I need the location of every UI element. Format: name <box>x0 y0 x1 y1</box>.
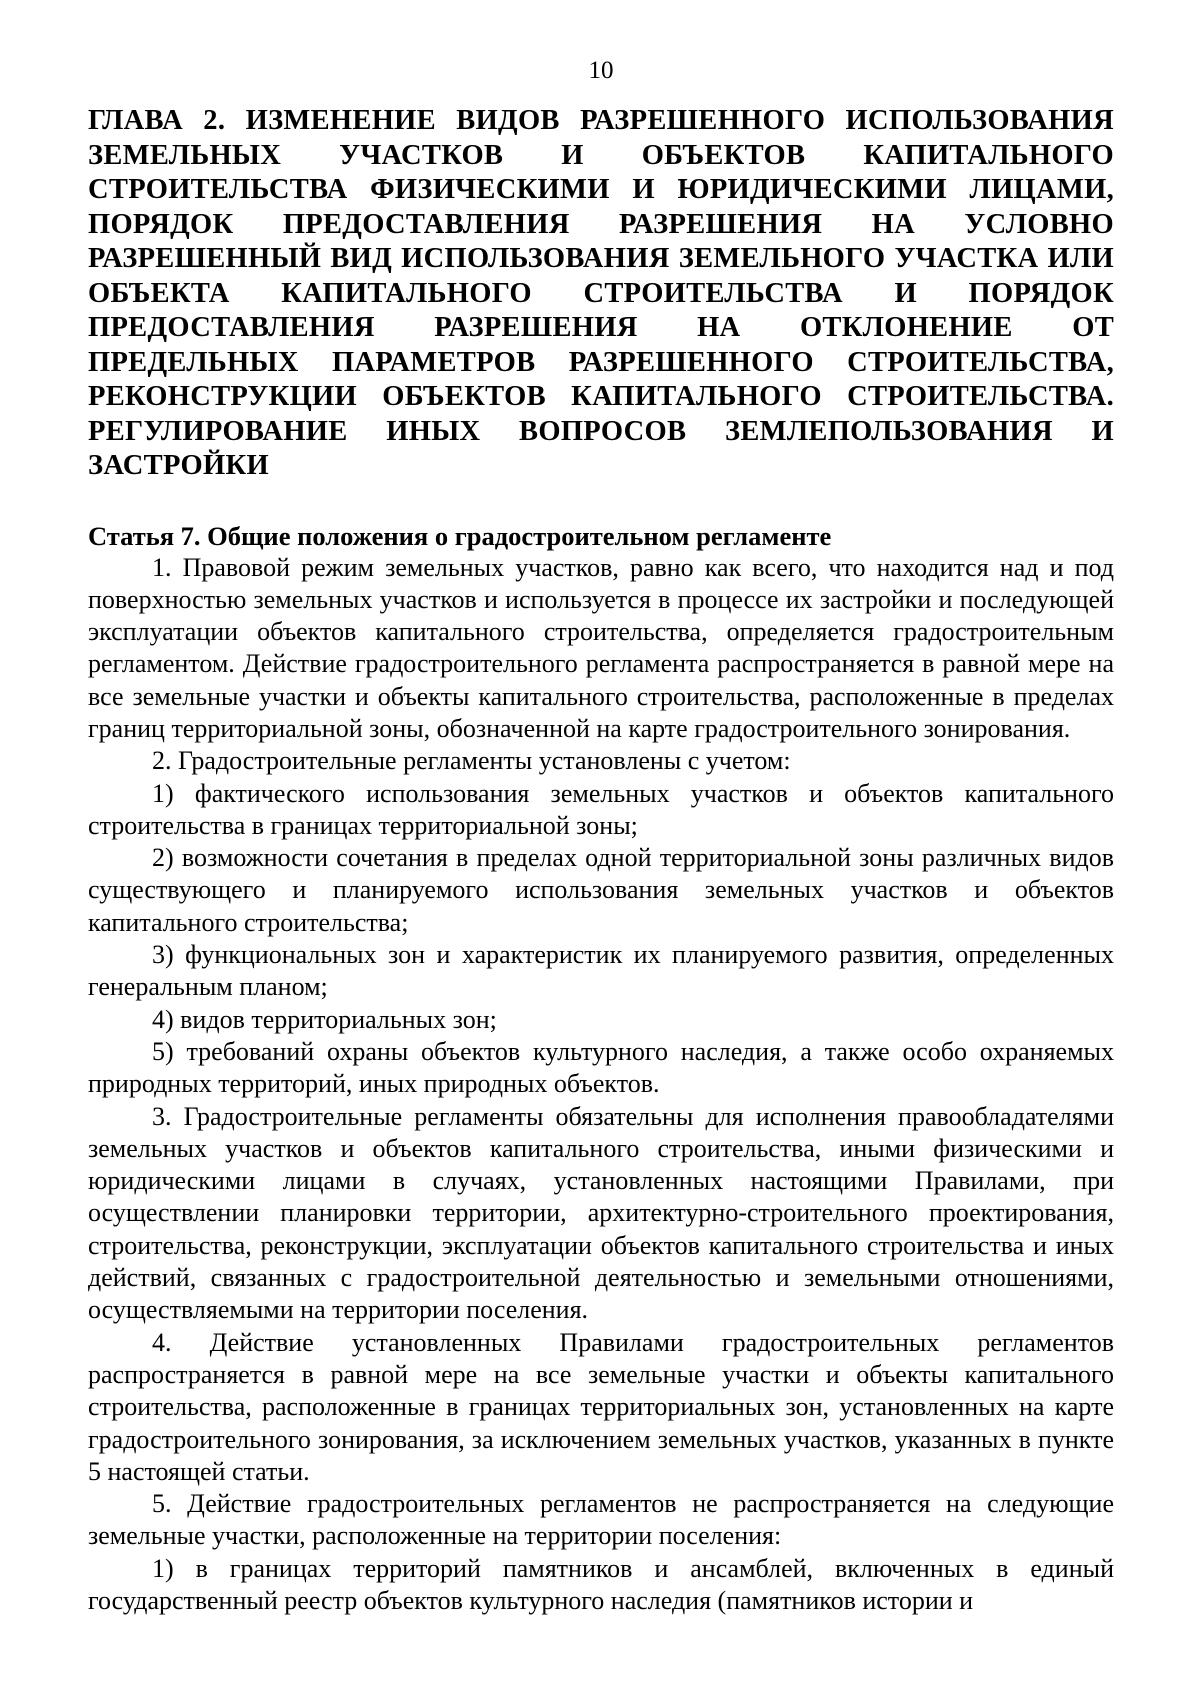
paragraph-1: 1. Правовой режим земельных участков, равно как всего, что находится над и под поверхностью земельных участков и используется в процессе их застройки и последующей эксплуатации объектов капитального строительства, определяется градостроительным регламентом. Действие градостроительного регламента распространяется в равной мере на все земельные участки и объекты капитального строительства, расположенные в пределах границ территориальной зоны, обозначенной на карте градостроительного зонирования. <box>88 552 1114 743</box>
paragraph-3: 3. Градостроительные регламенты обязательны для исполнения правообладателями земельных участков и объектов капитального строительства, иными физическими и юридическими лицами в случаях, установленных настоящими Правилами, при осуществлении планировки территории, архитектурно-строительного проектирования, строительства, реконструкции, эксплуатации объектов капитального строительства и иных действий, связанных с градостроительной деятельностью и земельными отношениями, осуществляемыми на территории поселения. <box>88 1101 1114 1325</box>
chapter-title: ГЛАВА 2. ИЗМЕНЕНИЕ ВИДОВ РАЗРЕШЕННОГО ИСПОЛЬЗОВАНИЯ ЗЕМЕЛЬНЫХ УЧАСТКОВ И ОБЪЕКТОВ КАПИТАЛЬНОГО СТРОИТЕЛЬСТВА ФИЗИЧЕСКИМИ И ЮРИДИЧЕСКИМИ ЛИЦАМИ, ПОРЯДОК ПРЕДОСТАВЛЕНИЯ РАЗРЕШЕНИЯ НА УСЛОВНО РАЗРЕШЕННЫЙ ВИД ИСПОЛЬЗОВАНИЯ ЗЕМЕЛЬНОГО УЧАСТКА ИЛИ ОБЪЕКТА КАПИТАЛЬНОГО СТРОИТЕЛЬСТВА И ПОРЯДОК ПРЕДОСТАВЛЕНИЯ РАЗРЕШЕНИЯ НА ОТКЛОНЕНИЕ ОТ ПРЕДЕЛЬНЫХ ПАРАМЕТРОВ РАЗРЕШЕННОГО СТРОИТЕЛЬСТВА, РЕКОНСТРУКЦИИ ОБЪЕКТОВ КАПИТАЛЬНОГО СТРОИТЕЛЬСТВА. РЕГУЛИРОВАНИЕ ИНЫХ ВОПРОСОВ ЗЕМЛЕПОЛЬЗОВАНИЯ И ЗАСТРОЙКИ <box>88 105 1114 481</box>
paragraph-4: 4. Действие установленных Правилами градостроительных регламентов распространяется в равной мере на все земельные участки и объекты капитального строительства, расположенные в границах территориальных зон, установленных на карте градостроительного зонирования, за исключением земельных участков, указанных в пункте 5 настоящей статьи. <box>88 1327 1114 1486</box>
paragraph-2-item-3: 3) функциональных зон и характеристик их планируемого развития, определенных генеральным планом; <box>88 940 1114 1002</box>
page-number: 10 <box>588 57 614 84</box>
paragraph-2: 2. Градостроительные регламенты установлены с учетом: <box>152 746 791 776</box>
paragraph-5: 5. Действие градостроительных регламентов не распространяется на следующие земельные участки, расположенные на территории поселения: <box>88 1489 1114 1551</box>
paragraph-2-item-4: 4) видов территориальных зон; <box>152 1004 497 1034</box>
paragraph-2-item-5: 5) требований охраны объектов культурного наследия, а также особо охраняемых природных территорий, иных природных объектов. <box>88 1036 1114 1099</box>
paragraph-2-item-2: 2) возможности сочетания в пределах одной территориальной зоны различных видов существующего и планируемого использования земельных участков и объектов капитального строительства; <box>88 843 1114 937</box>
paragraph-2-item-1: 1) фактического использования земельных участков и объектов капитального строительства в границах территориальной зоны; <box>88 778 1114 840</box>
article-title: Статья 7. Общие положения о градостроительном регламенте <box>88 520 832 551</box>
paragraph-5-item-1: 1) в границах территорий памятников и ансамблей, включенных в единый государственный реестр объектов культурного наследия (памятников истории и <box>88 1553 1114 1615</box>
article-body <box>88 552 1114 1618</box>
